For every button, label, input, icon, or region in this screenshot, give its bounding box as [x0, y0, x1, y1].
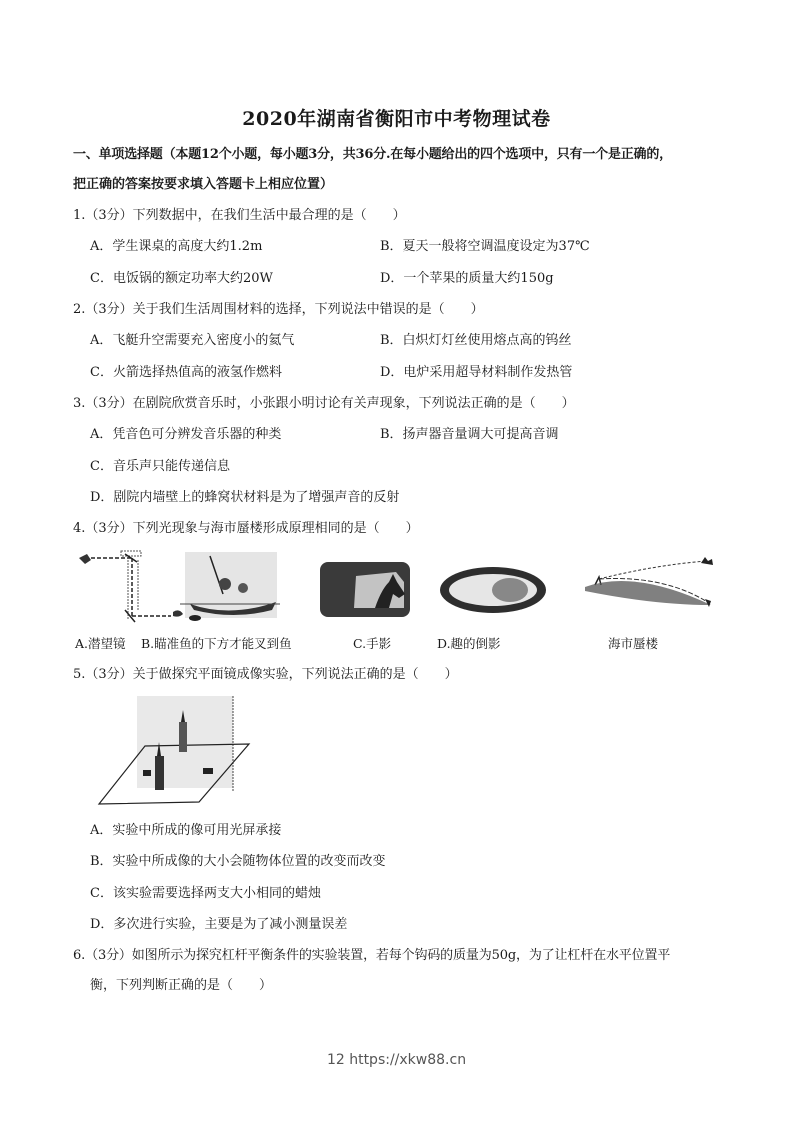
question-5-option-d: D．多次进行实验，主要是为了减小测量误差 [90, 917, 348, 932]
question-3-option-b: B．扬声器音量调大可提高音调 [380, 427, 559, 442]
question-1-option-a: A．学生课桌的高度大约1.2m [90, 239, 263, 254]
plane-mirror-figure [95, 692, 265, 810]
page-footer: 12 https://xkw88.cn [326, 1052, 467, 1068]
question-6-stem-line-1: 6.（3分）如图所示为探究杠杆平衡条件的实验装置，若每个钩码的质量为50g，为了让杠杆在水平位置平 [73, 948, 671, 963]
mirage-figure [585, 555, 725, 615]
question-3-option-c: C．音乐声只能传递信息 [90, 459, 230, 474]
question-5-option-a: A．实验中所成的像可用光屏承接 [90, 823, 282, 838]
question-2-option-a: A．飞艇升空需要充入密度小的氦气 [90, 333, 295, 348]
fishing-figure [165, 548, 285, 628]
reflection-figure [438, 565, 548, 615]
question-3-option-d: D．剧院内墙壁上的蜂窝状材料是为了增强声音的反射 [90, 490, 400, 505]
figure-caption-b: B.瞄准鱼的下方才能叉到鱼 [141, 636, 292, 651]
section-heading-line-1: 一、单项选择题（本题12个小题，每小题3分，共36分.在每小题给出的四个选项中，只有一个是正确的， [73, 147, 672, 162]
question-2-stem: 2.（3分）关于我们生活周围材料的选择，下列说法中错误的是（ ） [73, 302, 484, 317]
question-1-option-c: C．电饭锅的额定功率大约20W [90, 271, 273, 286]
question-1-option-b: B．夏天一般将空调温度设定为37℃ [380, 239, 590, 254]
section-heading [73, 140, 733, 200]
page-title: 2020年湖南省衡阳市中考物理试卷 [242, 108, 551, 130]
question-6-stem-line-2: 衡，下列判断正确的是（ ） [90, 978, 273, 993]
question-3-stem: 3.（3分）在剧院欣赏音乐时，小张跟小明讨论有关声现象，下列说法正确的是（ ） [73, 396, 575, 411]
question-2-option-b: B．白炽灯灯丝使用熔点高的钨丝 [380, 333, 572, 348]
question-1-option-d: D．一个苹果的质量大约150g [380, 271, 554, 286]
figure-caption-c: C.手影 [353, 636, 392, 651]
question-2-option-d: D．电炉采用超导材料制作发热管 [380, 365, 573, 380]
question-5-option-c: C．该实验需要选择两支大小相同的蜡烛 [90, 886, 321, 901]
hand-shadow-figure [320, 562, 410, 617]
question-2-option-c: C．火箭选择热值高的液氢作燃料 [90, 365, 282, 380]
section-heading-line-2: 把正确的答案按要求填入答题卡上相应位置） [73, 177, 334, 192]
figure-caption-a: A.潜望镜 [75, 636, 126, 651]
figure-caption-mirage: 海市蜃楼 [608, 636, 659, 651]
question-5-option-b: B．实验中所成像的大小会随物体位置的改变而改变 [90, 854, 386, 869]
question-5-stem: 5.（3分）关于做探究平面镜成像实验，下列说法正确的是（ ） [73, 667, 458, 682]
figure-caption-d: D.趣的倒影 [437, 636, 501, 651]
question-4-stem: 4.（3分）下列光现象与海市蜃楼形成原理相同的是（ ） [73, 521, 419, 536]
question-3-option-a: A．凭音色可分辨发音乐器的种类 [90, 427, 282, 442]
question-1-stem: 1.（3分）下列数据中，在我们生活中最合理的是（ ） [73, 208, 406, 223]
